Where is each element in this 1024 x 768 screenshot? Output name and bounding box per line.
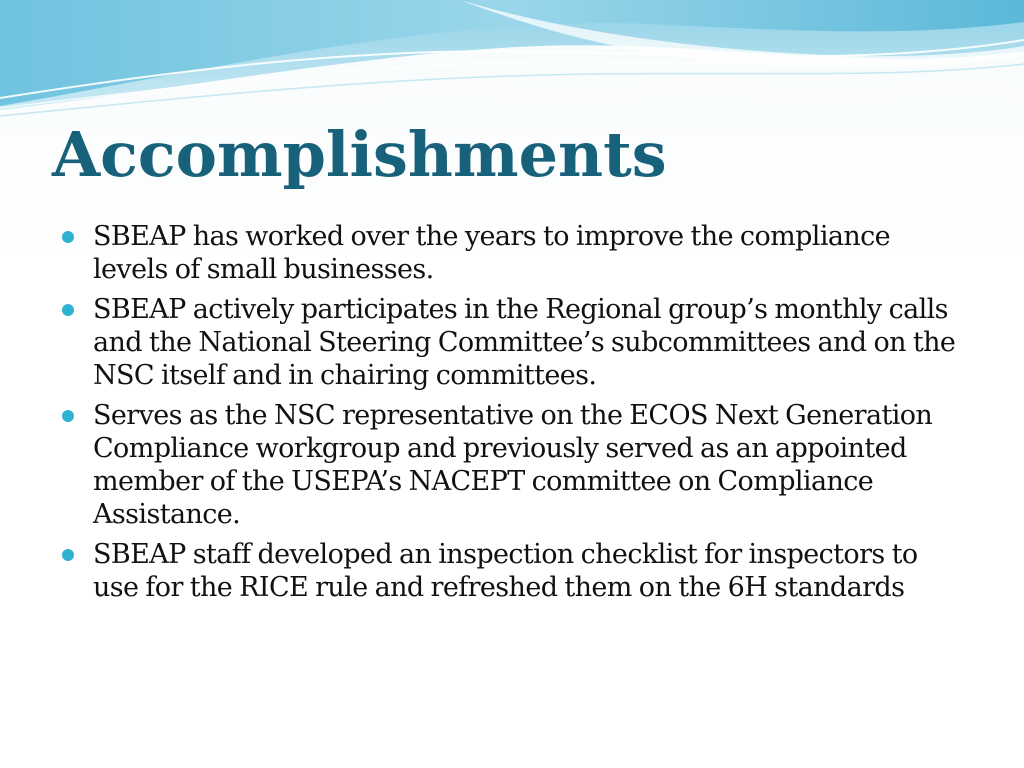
- bullet-text: Serves as the NSC representative on the ECOS Next Generation Compliance workgroup and previously served as an appointed member of the USEPA’s NACEPT committee on Compliance Assistance.: [93, 400, 933, 530]
- bullet-dot-icon: [62, 231, 74, 243]
- bullet-item: [62, 399, 962, 531]
- bullet-item: [62, 538, 962, 604]
- bullet-item: [62, 293, 962, 392]
- bullet-item: [62, 220, 962, 286]
- wave-banner: [0, 0, 1024, 130]
- slide-title: Accomplishments: [52, 118, 667, 191]
- bullet-text: SBEAP actively participates in the Regional group’s monthly calls and the National Steering Committee’s subcommittees and on the NSC itself and in chairing committees.: [93, 294, 956, 391]
- bullet-dot-icon: [62, 304, 74, 316]
- bullet-dot-icon: [62, 410, 74, 422]
- bullet-list: [62, 220, 962, 611]
- bullet-text: SBEAP staff developed an inspection checklist for inspectors to use for the RICE rule and refreshed them on the 6H standards: [93, 539, 918, 603]
- bullet-text: SBEAP has worked over the years to improve the compliance levels of small businesses.: [93, 221, 891, 285]
- bullet-dot-icon: [62, 549, 74, 561]
